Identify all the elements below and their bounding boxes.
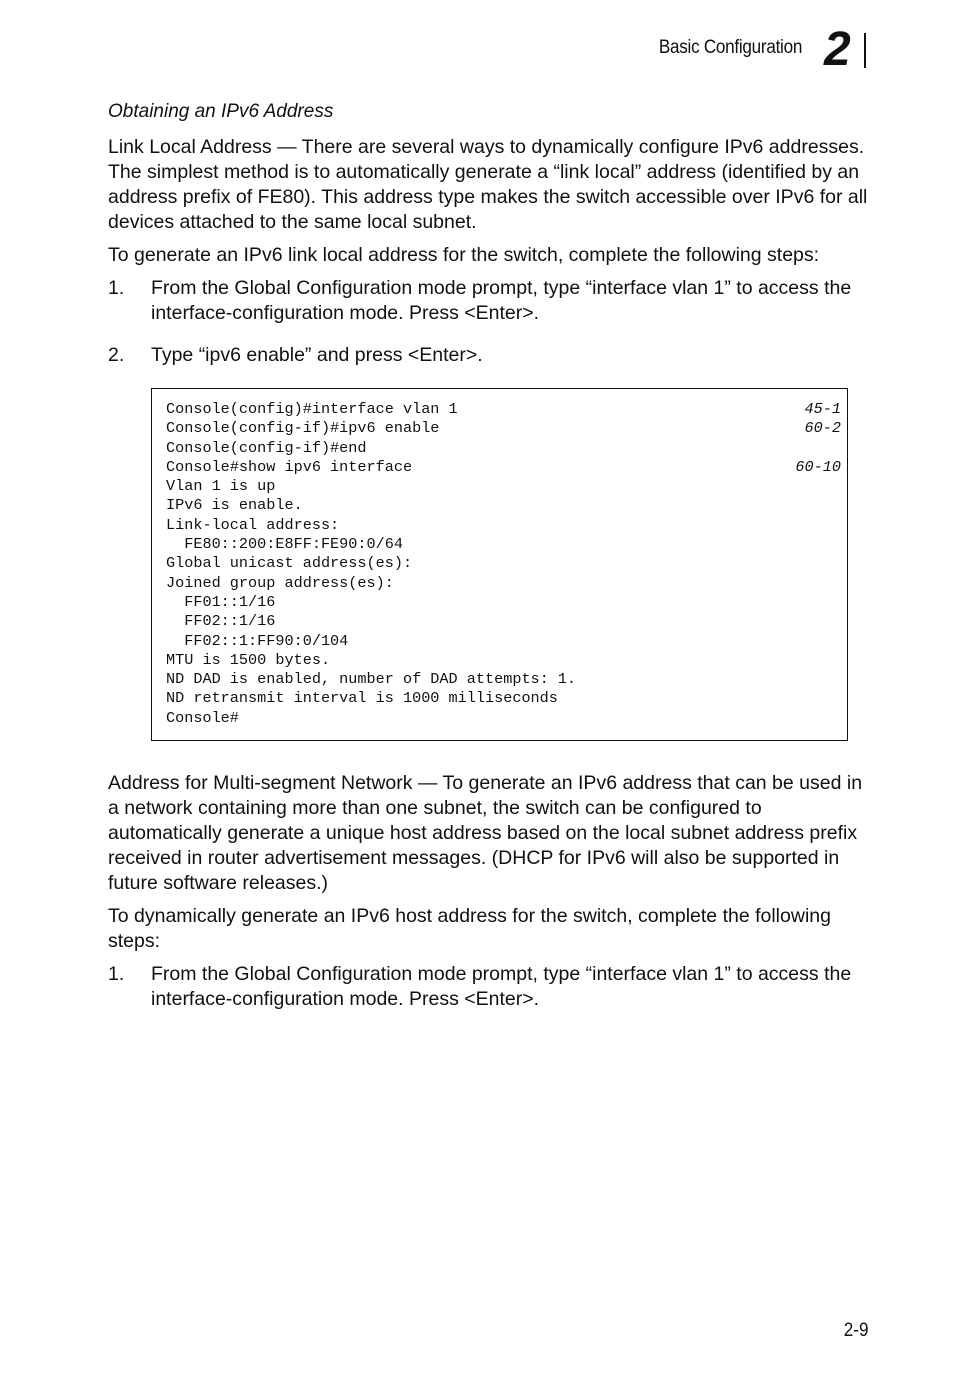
code-text: Vlan 1 is up xyxy=(166,477,276,496)
cli-example-box xyxy=(151,388,848,741)
code-text: Console#show ipv6 interface xyxy=(166,457,413,476)
code-line xyxy=(166,439,841,458)
page-number: 2-9 xyxy=(843,1320,868,1341)
code-line xyxy=(166,709,841,728)
step-text: Type “ipv6 enable” and press <Enter>. xyxy=(151,344,483,366)
step-text: From the Global Configuration mode prompt, type “interface vlan 1” to access the interface-configuration mode. Press <Enter>. xyxy=(151,963,852,1011)
code-text: FF02::1:FF90:0/104 xyxy=(166,631,349,650)
code-line xyxy=(166,632,841,651)
code-line xyxy=(166,689,841,708)
code-text: MTU is 1500 bytes. xyxy=(166,650,331,669)
step-number: 2. xyxy=(108,344,125,366)
section-heading: Obtaining an IPv6 Address xyxy=(108,101,334,122)
code-text: FE80::200:E8FF:FE90:0/64 xyxy=(166,535,403,554)
running-header-title: Basic Configuration xyxy=(658,37,802,58)
step-item xyxy=(108,276,868,326)
step-item xyxy=(108,343,868,368)
code-text: Joined group address(es): xyxy=(166,573,394,592)
code-text: Console(config)#interface vlan 1 xyxy=(166,400,458,418)
code-line xyxy=(166,516,841,535)
code-line xyxy=(166,419,841,438)
code-line xyxy=(166,535,841,554)
code-text: Console# xyxy=(166,708,239,727)
step-text: From the Global Configuration mode prompt, type “interface vlan 1” to access the interface-configuration mode. Press <Enter>. xyxy=(151,277,852,324)
chapter-number: 2 xyxy=(824,23,849,76)
code-text: ND DAD is enabled, number of DAD attempts: 1. xyxy=(166,670,577,689)
command-page-reference: 60-2 xyxy=(804,419,841,438)
multi-segment-paragraph: Address for Multi-segment Network — To generate an IPv6 address that can be used in a network containing more than one subnet, the switch can be configured to automatically generate a unique host address based on the local subnet address prefix received in router advertisement messages. (DHCP for IPv6 will also be supported in future software releases.) xyxy=(108,772,863,895)
chapter-divider xyxy=(864,33,866,68)
command-page-reference: 60-10 xyxy=(795,457,841,476)
steps-intro: To generate an IPv6 link local address for the switch, complete the following steps: xyxy=(108,244,820,266)
code-text: FF01::1/16 xyxy=(166,592,276,611)
code-line xyxy=(166,593,841,612)
code-text: ND retransmit interval is 1000 milliseconds xyxy=(166,689,558,708)
code-line xyxy=(166,651,841,670)
code-line xyxy=(166,554,841,573)
code-text: Global unicast address(es): xyxy=(166,554,413,573)
code-text: FF02::1/16 xyxy=(166,612,276,631)
intro-paragraph: Link Local Address — There are several ways to dynamically configure IPv6 addresses. The simplest method is to automatically generate a “link local” address (identified by an address prefix of FE80). This address type makes the switch accessible over IPv6 for all devices attached to the same local subnet. xyxy=(108,136,868,233)
step-number: 1. xyxy=(108,963,125,986)
multi-segment-steps-intro: To dynamically generate an IPv6 host address for the switch, complete the following steps: xyxy=(108,905,831,953)
code-line xyxy=(166,477,841,496)
code-line xyxy=(166,612,841,631)
page-content xyxy=(108,101,868,1012)
step-number: 1. xyxy=(108,277,125,299)
code-line xyxy=(166,496,841,515)
step-item xyxy=(108,962,868,1012)
code-line xyxy=(166,574,841,593)
code-line xyxy=(166,458,841,477)
code-text: Link-local address: xyxy=(166,515,340,534)
code-line xyxy=(166,670,841,689)
code-line xyxy=(166,400,841,419)
code-text: Console(config-if)#ipv6 enable xyxy=(166,419,440,438)
command-page-reference: 45-1 xyxy=(804,400,841,418)
code-text: IPv6 is enable. xyxy=(166,496,303,515)
code-text: Console(config-if)#end xyxy=(166,438,367,457)
